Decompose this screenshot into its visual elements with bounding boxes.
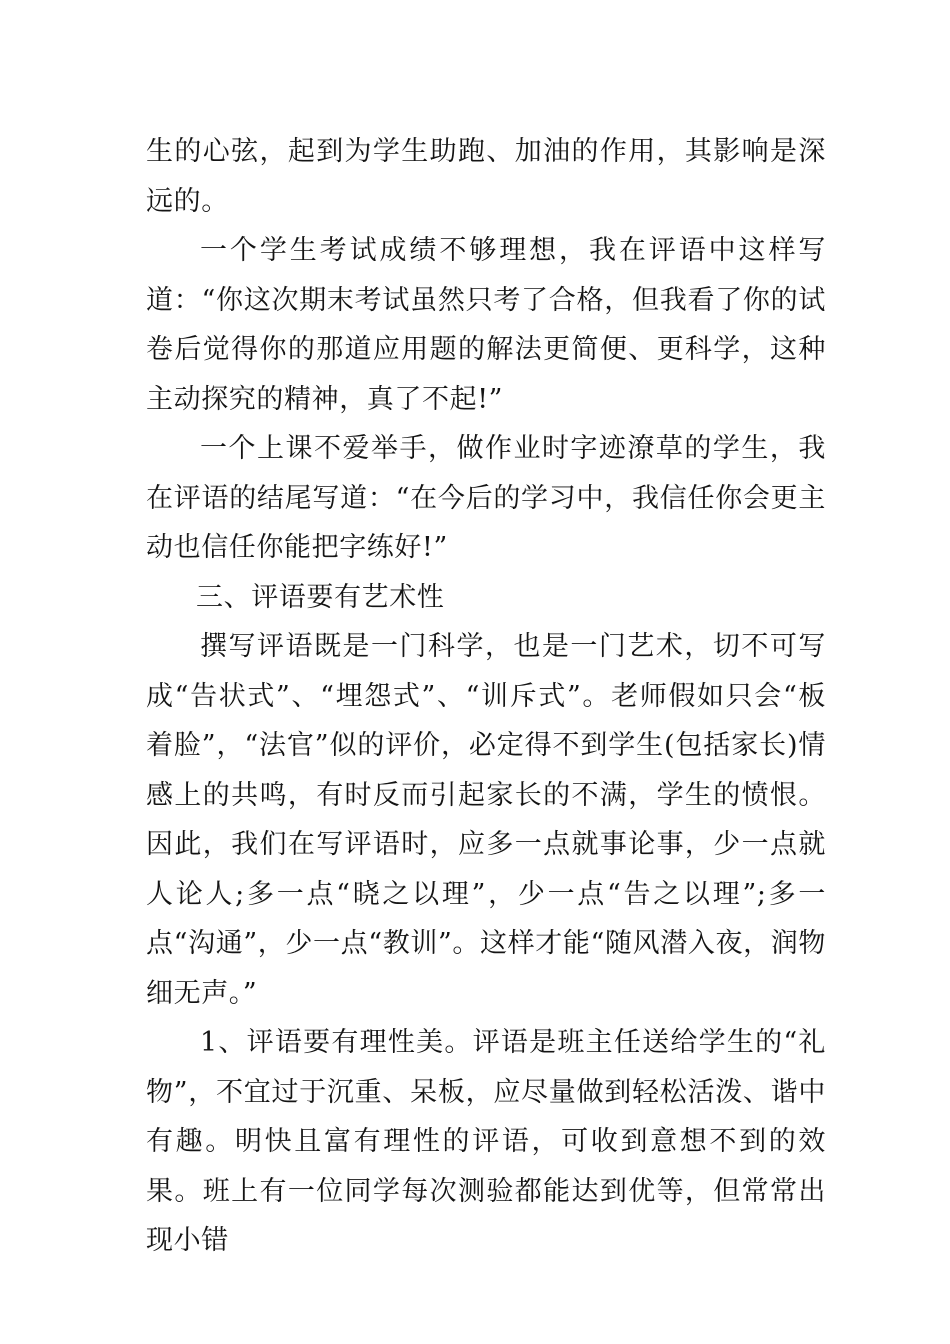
paragraph-rational-beauty: 1、评语要有理性美。评语是班主任送给学生的“礼物”，不宜过于沉重、呆板，应尽量做到轻松活泼、谐中有趣。明快且富有理性的评语，可收到意想不到的效果。班上有一位同学每次测验都能达到优等，但常常出现小错 [146,1027,826,1256]
paragraph-handwriting-comment: 一个上课不爱举手，做作业时字迹潦草的学生，我在评语的结尾写道：“在今后的学习中，我信任你会更主动也信任你能把字练好!” [146,433,826,563]
paragraph-continuation: 生的心弦，起到为学生助跑、加油的作用，其影响是深远的。 [146,136,826,217]
section-heading: 三、评语要有艺术性 [196,581,445,613]
paragraph-artistry: 撰写评语既是一门科学，也是一门艺术，切不可写成“告状式”、“埋怨式”、“训斥式”。老师假如只会“板着脸”，“法官”似的评价，必定得不到学生(包括家长)情感上的共鸣，有时反而引起家长的不满，学生的愤恨。因此，我们在写评语时，应多一点就事论事，少一点就人论人;多一点“晓之以理”，少一点“告之以理”;多一点“沟通”，少一点“教训”。这样才能“随风潜入夜，润物细无声。” [146,631,826,1009]
document-body [146,127,826,1266]
paragraph-exam-comment: 一个学生考试成绩不够理想，我在评语中这样写道：“你这次期末考试虽然只考了合格，但我看了你的试卷后觉得你的那道应用题的解法更简便、更科学，这种主动探究的精神，真了不起!” [146,235,826,415]
